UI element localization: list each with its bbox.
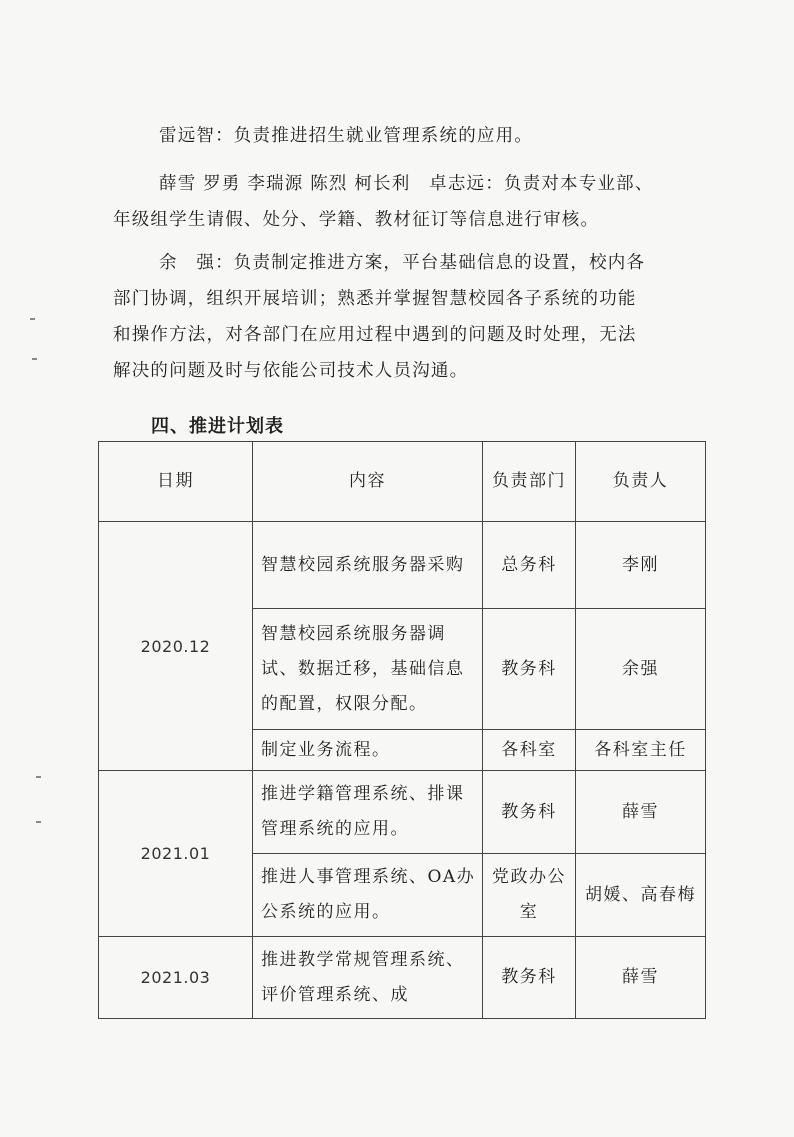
content-cell: 推进教学常规管理系统、评价管理系统、成 (253, 937, 483, 1019)
person-cell: 薛雪 (576, 771, 706, 854)
content-cell: 推进人事管理系统、OA办公系统的应用。 (253, 854, 483, 937)
table-header-row (99, 442, 706, 522)
person-cell: 各科室主任 (576, 730, 706, 771)
content-cell: 智慧校园系统服务器采购 (253, 522, 483, 609)
dept-cell: 教务科 (483, 771, 576, 854)
person-cell: 李刚 (576, 522, 706, 609)
paragraph-xue (113, 166, 713, 238)
header-date: 日期 (99, 442, 253, 522)
scan-speck (30, 318, 35, 320)
content-cell: 智慧校园系统服务器调试、数据迁移，基础信息的配置，权限分配。 (253, 609, 483, 730)
paragraph-line: 余 强：负责制定推进方案，平台基础信息的设置，校内各 (159, 253, 646, 273)
paragraph-yu (113, 245, 713, 389)
paragraph-line: 雷远智：负责推进招生就业管理系统的应用。 (159, 126, 533, 146)
paragraph-lei (113, 118, 713, 154)
paragraph-line: 解决的问题及时与依能公司技术人员沟通。 (113, 361, 469, 381)
date-cell: 2021.01 (99, 771, 253, 937)
dept-cell: 教务科 (483, 609, 576, 730)
dept-cell: 总务科 (483, 522, 576, 609)
content-cell: 制定业务流程。 (253, 730, 483, 771)
header-person: 负责人 (576, 442, 706, 522)
header-dept: 负责部门 (483, 442, 576, 522)
dept-cell: 各科室 (483, 730, 576, 771)
paragraph-line: 和操作方法，对各部门在应用过程中遇到的问题及时处理，无法 (113, 325, 637, 345)
header-content: 内容 (253, 442, 483, 522)
table-row (99, 522, 706, 609)
dept-cell: 教务科 (483, 937, 576, 1019)
dept-cell: 党政办公室 (483, 854, 576, 937)
person-cell: 薛雪 (576, 937, 706, 1019)
scan-speck (32, 358, 37, 360)
section-heading: 四、推进计划表 (151, 416, 284, 437)
person-cell: 胡媛、高春梅 (576, 854, 706, 937)
date-cell: 2020.12 (99, 522, 253, 771)
table-row (99, 771, 706, 854)
table-row (99, 937, 706, 1019)
content-cell: 推进学籍管理系统、排课管理系统的应用。 (253, 771, 483, 854)
paragraph-line: 部门协调，组织开展培训；熟悉并掌握智慧校园各子系统的功能 (113, 289, 637, 309)
paragraph-line: 年级组学生请假、处分、学籍、教材征订等信息进行审核。 (113, 210, 600, 230)
plan-table (98, 441, 706, 1019)
scan-speck (36, 821, 41, 823)
person-cell: 余强 (576, 609, 706, 730)
scan-speck (36, 776, 41, 778)
paragraph-line: 薛雪 罗勇 李瑞源 陈烈 柯长利 卓志远：负责对本专业部、 (159, 174, 654, 194)
date-cell: 2021.03 (99, 937, 253, 1019)
